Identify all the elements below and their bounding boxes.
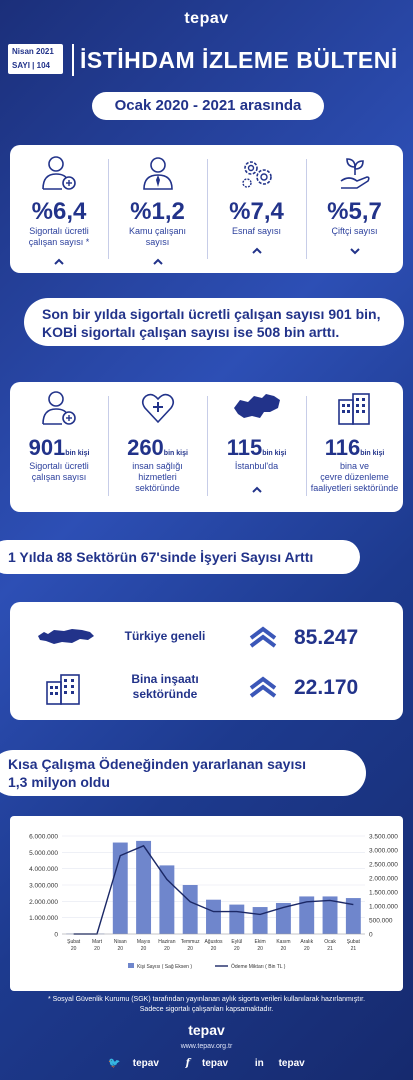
- issue-badge: [8, 44, 63, 74]
- stat-value: 115: [226, 435, 263, 460]
- stat-label: Sigortalı ücretli: [29, 461, 89, 471]
- y-right-tick-label: 2.500.000: [369, 861, 398, 869]
- chevron-up-icon: [54, 258, 64, 266]
- footnote-line: Sadece sigortalı çalışanları kapsamaktadır.: [139, 1006, 274, 1013]
- x-tick-label: 20: [257, 946, 263, 952]
- x-tick-label: Şubat: [67, 939, 81, 945]
- short-work-chart: [10, 816, 403, 991]
- public-worker-icon: [140, 155, 176, 191]
- y-right-tick-label: 2.000.000: [369, 875, 398, 883]
- twitter-handle: tepav: [132, 1058, 159, 1069]
- double-chevron-up-icon: [248, 676, 278, 698]
- y-left-tick-label: 4.000.000: [29, 866, 58, 874]
- gears-icon: [238, 155, 276, 191]
- bar: [253, 907, 268, 934]
- bar: [159, 865, 174, 934]
- bar: [323, 896, 338, 934]
- headline-workplaces: [0, 540, 360, 574]
- headline-text: Kısa Çalışma Ödeneğinden yararlanan sayısı: [8, 756, 307, 772]
- stat-label: hizmetleri: [138, 472, 177, 482]
- workplace-row-building: [10, 668, 403, 708]
- footer-tepav-logo: tepav: [188, 1022, 225, 1038]
- x-tick-label: Ekim: [254, 939, 266, 945]
- footnote-line: * Sosyal Güvenlik Kurumu (SGK) tarafından yayınlanan aylık sigorta verileri kullanılarak hazırlanmıştır.: [47, 996, 366, 1003]
- stat-value: 901: [28, 435, 66, 460]
- stat-farmers: [306, 155, 403, 255]
- stat-label: sayısı: [145, 237, 170, 247]
- stat-unit: bin kişi: [163, 450, 188, 457]
- headline-text: 1,3 milyon oldu: [8, 774, 110, 790]
- istanbul-map-icon: [230, 390, 284, 426]
- stat-health-260k: [108, 390, 207, 494]
- legend-line-label: Ödeme Miktarı ( Bin TL ): [231, 964, 286, 970]
- stat-insured-901k: [10, 390, 108, 483]
- chevron-down-icon: [350, 247, 360, 255]
- workplace-label: sektöründe: [132, 687, 198, 701]
- x-tick-label: 20: [280, 946, 287, 952]
- legend-bar-swatch: [128, 963, 134, 968]
- x-tick-label: 20: [140, 946, 147, 952]
- twitter-icon: 🐦: [108, 1058, 121, 1069]
- stat-label: sektöründe: [135, 483, 180, 493]
- stat-insured-workers: [10, 155, 108, 266]
- stat-unit: bin kişi: [360, 450, 385, 457]
- x-tick-label: 20: [234, 946, 240, 952]
- stat-value: 260: [127, 435, 164, 460]
- website-link[interactable]: www.tepav.org.tr: [180, 1043, 233, 1050]
- headline-text: Son bir yılda sigortalı ücretli çalışan sayısı 901 bin, KOBİ sigortalı çalışan sayısı ise 508 bin arttı.: [42, 306, 381, 340]
- linkedin-link[interactable]: [249, 1058, 311, 1069]
- issue-date: Nisan 2021: [12, 47, 54, 56]
- stat-value: %7,4: [229, 198, 284, 225]
- stat-label: insan sağlığı: [132, 461, 183, 471]
- facebook-link[interactable]: [180, 1058, 234, 1069]
- y-left-tick-label: 3.000.000: [29, 882, 58, 890]
- y-right-tick-label: 3.500.000: [369, 833, 398, 841]
- workplace-value: 85.247: [294, 626, 359, 649]
- stat-value: %5,7: [327, 198, 382, 225]
- page-title: İSTİHDAM İZLEME BÜLTENİ: [72, 44, 398, 76]
- stat-istanbul-115k: [207, 390, 306, 494]
- chevron-up-icon: [252, 486, 262, 494]
- x-tick-label: Kasım: [276, 939, 291, 945]
- workplace-card: [10, 602, 403, 720]
- turkey-map-icon: [36, 626, 96, 648]
- y-left-tick-label: 1.000.000: [29, 915, 58, 923]
- stat-label: Kamu çalışanı: [128, 226, 187, 236]
- workplace-value: 22.170: [294, 676, 359, 699]
- insured-worker-icon: [40, 390, 78, 426]
- x-tick-label: 21: [350, 946, 357, 952]
- x-tick-label: Eylül: [231, 939, 243, 945]
- top-stats-card: [10, 145, 403, 273]
- stat-value: 116: [324, 435, 361, 460]
- x-tick-label: Ocak: [324, 939, 336, 945]
- x-tick-label: Mart: [91, 939, 102, 945]
- x-tick-label: 20: [117, 946, 124, 952]
- headline-short-work: [0, 750, 366, 796]
- stat-label: çevre düzenleme: [320, 472, 389, 482]
- double-chevron-up-icon: [248, 626, 278, 648]
- issue-number: SAYI | 104: [12, 61, 50, 70]
- stat-unit: bin kişi: [262, 450, 287, 457]
- x-tick-label: Ağustos: [204, 939, 223, 945]
- bar: [229, 905, 244, 934]
- linkedin-handle: tepav: [278, 1058, 305, 1069]
- tepav-logo: tepav: [184, 10, 229, 27]
- x-tick-label: Mayıs: [136, 939, 151, 945]
- footnote: [0, 995, 413, 1015]
- stat-label: Esnaf sayısı: [231, 226, 282, 236]
- stat-unit: bin kişi: [65, 450, 90, 457]
- x-tick-label: 21: [327, 946, 333, 952]
- y-left-tick-label: 5.000.000: [29, 849, 58, 857]
- period-label: Ocak 2020 - 2021 arasında: [114, 97, 302, 114]
- stat-value: %1,2: [130, 198, 185, 225]
- y-right-tick-label: 1.500.000: [369, 889, 398, 897]
- y-right-tick-label: 3.000.000: [369, 847, 398, 855]
- y-left-tick-label: 2.000.000: [29, 898, 58, 906]
- stat-label: İstanbul'da: [234, 461, 279, 471]
- twitter-link[interactable]: [102, 1058, 165, 1069]
- stat-building-116k: [306, 390, 403, 494]
- chevron-up-icon: [153, 258, 163, 266]
- headline-text: 1 Yılda 88 Sektörün 67'sinde İşyeri Sayısı Arttı: [8, 549, 314, 565]
- workplace-row-turkey: [10, 618, 403, 658]
- stat-label: Sigortalı ücretli: [29, 226, 89, 236]
- bar: [183, 885, 198, 934]
- stat-value: %6,4: [31, 198, 87, 225]
- y-right-tick-label: 500.000: [369, 917, 393, 925]
- facebook-icon: f: [185, 1058, 190, 1069]
- stat-public-workers: [108, 155, 207, 266]
- x-tick-label: Şubat: [346, 939, 360, 945]
- stat-label: çalışan sayısı *: [28, 237, 90, 247]
- stat-label: faaliyetleri sektöründe: [310, 483, 399, 493]
- x-tick-label: Aralık: [300, 939, 314, 945]
- x-tick-label: 20: [303, 946, 310, 952]
- x-tick-label: 20: [187, 946, 193, 952]
- stat-label: Çiftçi sayısı: [331, 226, 378, 236]
- x-tick-label: 20: [164, 946, 170, 952]
- insured-worker-icon: [40, 155, 78, 191]
- x-tick-label: 20: [94, 946, 100, 952]
- x-tick-label: Nisan: [113, 939, 127, 945]
- x-tick-label: Haziran: [158, 939, 176, 945]
- x-tick-label: Temmuz: [180, 939, 200, 945]
- bar: [136, 841, 151, 934]
- linkedin-icon: in: [254, 1058, 264, 1069]
- chevron-up-icon: [252, 247, 262, 255]
- stat-tradesmen: [207, 155, 306, 255]
- plant-hand-icon: [337, 155, 373, 191]
- headline-insured-growth: [24, 298, 404, 346]
- x-tick-label: 20: [210, 946, 217, 952]
- stat-label: bina ve: [339, 461, 370, 471]
- y-right-tick-label: 0: [369, 931, 373, 939]
- bar: [206, 900, 221, 934]
- workplace-label: Bina inşaatı: [131, 672, 199, 686]
- buildings-icon: [44, 672, 84, 706]
- y-left-tick-label: 6.000.000: [29, 833, 58, 841]
- stat-label: çalışan sayısı: [31, 472, 87, 482]
- workplace-label: Türkiye geneli: [124, 629, 206, 643]
- health-heart-icon: [140, 390, 176, 426]
- mid-stats-card: [10, 382, 403, 512]
- buildings-icon: [335, 390, 375, 426]
- period-pill: [92, 92, 324, 120]
- facebook-handle: tepav: [201, 1058, 229, 1069]
- y-left-tick-label: 0: [54, 931, 58, 939]
- legend-bar-label: Kişi Sayısı ( Sağ Eksen ): [137, 964, 193, 970]
- y-right-tick-label: 1.000.000: [369, 903, 398, 911]
- social-links: [0, 1058, 413, 1069]
- x-tick-label: 20: [70, 946, 77, 952]
- short-work-chart-card: [10, 816, 403, 991]
